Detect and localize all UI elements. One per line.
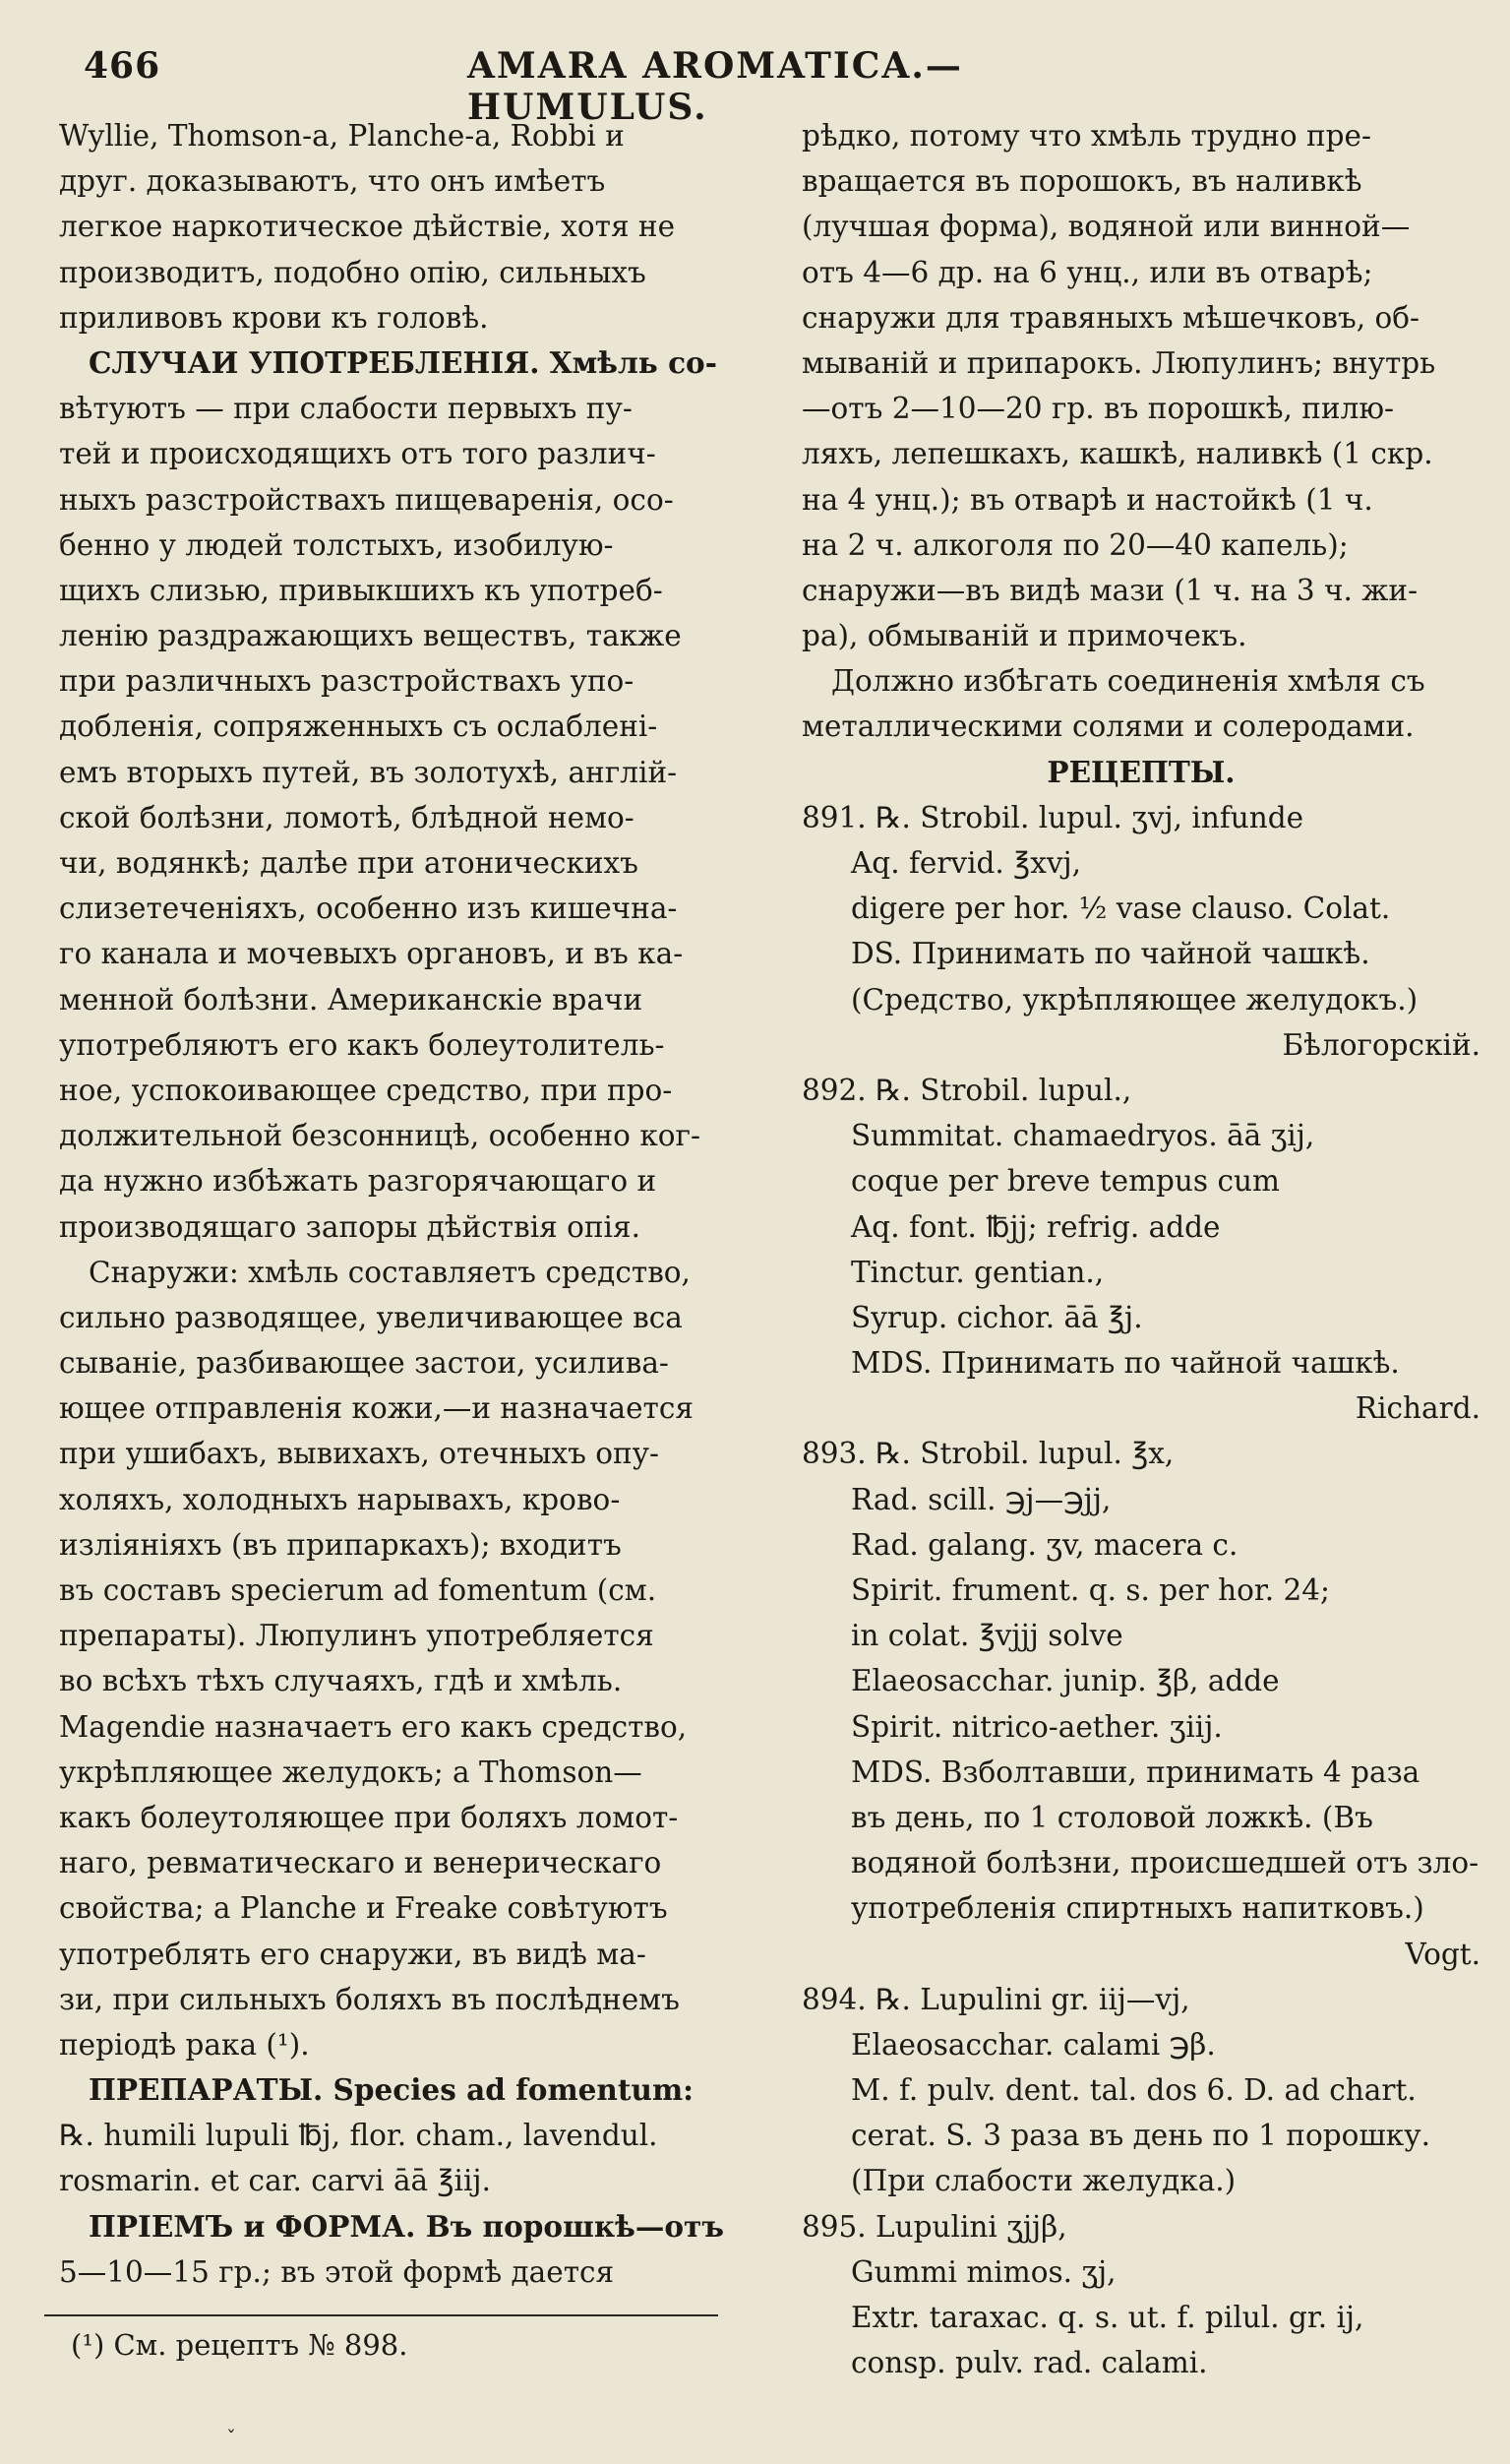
left-column-line: ПРЕПАРАТЫ. Species ad fomentum: (89, 2072, 695, 2108)
page-number: 466 (84, 45, 161, 87)
right-column-line: consp. pulv. rad. calami. (851, 2346, 1208, 2380)
footnote: (¹) См. рецептъ № 898. (71, 2328, 408, 2362)
right-column-line: ляхъ, лепешкахъ, кашкѣ, наливкѣ (1 скр. (802, 437, 1433, 471)
right-column-line: cerat. S. 3 раза въ день по 1 порошку. (851, 2119, 1430, 2153)
right-column-line: на 2 ч. алкоголя по 20—40 капель); (802, 527, 1349, 562)
right-column-line: Richard. (1355, 1391, 1480, 1426)
running-header (44, 37, 1126, 128)
left-column-line: бенно у людей толстыхъ, изобилую- (59, 527, 614, 562)
right-column-line: Должно избѣгать соединенія хмѣля съ (831, 664, 1425, 699)
right-column-line: MDS. Принимать по чайной чашкѣ. (851, 1346, 1400, 1381)
right-column-line: РЕЦЕПТЫ. (1047, 754, 1236, 789)
left-column-line: свойства; а Planche и Freake совѣтуютъ (59, 1891, 668, 1926)
right-column-line: ра), обмываній и примочекъ. (802, 619, 1247, 653)
right-column-line: на 4 унц.); въ отварѣ и настойкѣ (1 ч. (802, 482, 1373, 517)
right-column-line: DS. Принимать по чайной чашкѣ. (851, 937, 1370, 971)
left-column-line: наго, ревматическаго и венерическаго (59, 1846, 662, 1880)
right-column-line: Бѣлогорскій. (1282, 1027, 1480, 1062)
left-column-line: ющее отправленія кожи,—и назначается (59, 1391, 695, 1426)
right-column-line: (Средство, укрѣпляющее желудокъ.) (851, 982, 1419, 1016)
left-column-line: употреблять его снаружи, въ видѣ ма- (59, 1937, 646, 1971)
right-column-line: Aq. fervid. ℥xvj, (851, 846, 1082, 880)
left-column-line: изліяніяхъ (въ припаркахъ); входитъ (59, 1527, 622, 1562)
right-column-line: снаружи—въ видѣ мази (1 ч. на 3 ч. жи- (802, 573, 1419, 607)
right-column-line: coque per breve tempus cum (851, 1164, 1280, 1199)
right-column-line: 894. ℞. Lupulini gr. iij—vj, (802, 1982, 1190, 2016)
left-column-line: при различныхъ разстройствахъ упо- (59, 664, 634, 699)
left-column-line: Magendie назначаетъ его какъ средство, (59, 1709, 688, 1744)
left-column-line: друг. доказываютъ, что онъ имѣетъ (59, 164, 606, 199)
left-column-line: во всѣхъ тѣхъ случаяхъ, гдѣ и хмѣль. (59, 1664, 623, 1698)
right-column-line: отъ 4—6 др. на 6 унц., или въ отварѣ; (802, 255, 1373, 289)
right-column-line: M. f. pulv. dent. tal. dos 6. D. ad chart. (851, 2073, 1417, 2108)
left-column-line: зи, при сильныхъ боляхъ въ послѣднемъ (59, 1982, 680, 2016)
right-column-line: 891. ℞. Strobil. lupul. ʒvj, infunde (802, 800, 1304, 834)
right-column-line: MDS. Взболтавши, принимать 4 раза (851, 1755, 1420, 1789)
right-column-line: Aq. font. ℔jj; refrig. adde (851, 1209, 1221, 1244)
right-column-line: Spirit. frument. q. s. per hor. 24; (851, 1573, 1330, 1607)
left-column-line: должительной безсонницѣ, особенно ког- (59, 1119, 700, 1153)
right-column-line: въ день, по 1 столовой ложкѣ. (Въ (851, 1800, 1373, 1834)
left-column-line: препараты). Люпулинъ употребляется (59, 1619, 654, 1653)
right-column-line: digere per hor. ½ vase clauso. Colat. (851, 892, 1391, 926)
left-column-line: какъ болеутоляющее при боляхъ ломот- (59, 1800, 679, 1834)
right-column-line: вращается въ порошокъ, въ наливкѣ (802, 164, 1362, 199)
left-column-line: тей и происходящихъ отъ того различ- (59, 437, 656, 471)
left-column-line: rosmarin. et car. carvi āā ℥iij. (59, 2164, 491, 2198)
left-column-line: вѣтуютъ — при слабости первыхъ пу- (59, 392, 633, 426)
right-column-line: Spirit. nitrico-aether. ʒiij. (851, 1709, 1223, 1744)
running-title: AMARA AROMATICA.—HUMULUS. (467, 45, 963, 128)
right-column-line: Elaeosacchar. calami ℈β. (851, 2027, 1216, 2062)
left-column-line: при ушибахъ, вывихахъ, отечныхъ опу- (59, 1437, 659, 1471)
right-column-line: (лучшая форма), водяной или винной— (802, 210, 1411, 244)
left-column-line: щихъ слизью, привыкшихъ къ употреб- (59, 573, 663, 607)
left-column-line: легкое наркотическое дѣйствіе, хотя не (59, 210, 676, 244)
left-column-line: въ составъ specierum ad fomentum (см. (59, 1573, 657, 1607)
left-column-line: производящаго запоры дѣйствія опія. (59, 1209, 640, 1244)
left-column-line: СЛУЧАИ УПОТРЕБЛЕНІЯ. Хмѣль со- (89, 344, 717, 380)
left-column-line: приливовъ крови къ головѣ. (59, 300, 489, 335)
right-column-line: in colat. ℥vjjj solve (851, 1619, 1123, 1653)
right-column-line: Elaeosacchar. junip. ℥β, adde (851, 1664, 1280, 1698)
right-column-line: снаружи для травяныхъ мѣшечковъ, об- (802, 300, 1419, 335)
right-column-line: употребленія спиртныхъ напитковъ.) (851, 1891, 1424, 1926)
left-column-line: періодѣ рака (¹). (59, 2027, 310, 2062)
right-column-line: Syrup. cichor. āā ℥j. (851, 1300, 1143, 1334)
left-column-line: сильно разводящее, увеличивающее вса (59, 1300, 683, 1334)
left-column-line: ℞. humili lupuli ℔j, flor. cham., lavendul. (59, 2119, 658, 2153)
right-column-line: 892. ℞. Strobil. lupul., (802, 1073, 1132, 1107)
left-column-line: добленія, сопряженныхъ съ ослабленi- (59, 709, 658, 744)
right-column-line: Extr. taraxac. q. s. ut. f. pilul. gr. ij, (851, 2301, 1364, 2334)
left-column-line: ное, успокоивающее средство, при про- (59, 1073, 673, 1107)
left-column-line: емъ вторыхъ путей, въ золотухѣ, англій- (59, 755, 678, 789)
left-text-column (59, 113, 757, 2295)
right-column-line: рѣдко, потому что хмѣль трудно пре- (802, 119, 1371, 153)
right-column-line: Gummi mimos. ʒj, (851, 2254, 1117, 2289)
right-column-line: водяной болѣзни, происшедшей отъ зло- (851, 1846, 1480, 1880)
left-column-line: слизетеченіяхъ, особенно изъ кишечна- (59, 892, 678, 926)
left-column-line: употребляютъ его какъ болеутолитель- (59, 1027, 665, 1062)
left-column-line: сываніе, разбивающее застои, усилива- (59, 1346, 669, 1381)
right-column-line: Tinctur. gentian., (851, 1255, 1105, 1289)
left-column-line: холяхъ, холодныхъ нарывахъ, крово- (59, 1482, 621, 1516)
left-column-line: Снаружи: хмѣль составляетъ средство, (89, 1255, 691, 1289)
left-column-line: ныхъ разстройствахъ пищеваренія, осо- (59, 482, 674, 517)
stray-mark: ˇ (226, 2426, 236, 2449)
left-column-line: да нужно избѣжать разгорячающаго и (59, 1164, 657, 1199)
left-column-line: го канала и мочевыхъ органовъ, и въ ка- (59, 937, 684, 971)
right-column-line: 893. ℞. Strobil. lupul. ℥x, (802, 1437, 1175, 1471)
left-column-line: ленію раздражающихъ веществъ, также (59, 619, 682, 653)
right-column-line: Rad. galang. ʒv, macera c. (851, 1527, 1238, 1562)
right-column-line: мываній и припарокъ. Люпулинъ; внутрь (802, 345, 1436, 380)
right-column-line: (При слабости желудка.) (851, 2164, 1237, 2198)
right-column-line: 895. Lupulini ʒjjβ, (802, 2209, 1067, 2244)
right-column-line: Vogt. (1405, 1937, 1480, 1971)
left-column-line: ской болѣзни, ломотѣ, блѣдной немо- (59, 800, 634, 834)
left-column-line: производитъ, подобно опію, сильныхъ (59, 255, 646, 289)
left-column-line: ПРІЕМЪ и ФОРМА. Въ порошкѣ—отъ (89, 2208, 724, 2244)
left-column-line: Wyllie, Thomson-а, Planche-а, Robbi и (59, 119, 625, 153)
footnote-divider (44, 2314, 718, 2316)
left-column-line: чи, водянкѣ; далѣе при атоническихъ (59, 846, 638, 880)
right-column-line: —отъ 2—10—20 гр. въ порошкѣ, пилю- (802, 392, 1394, 426)
left-column-line: 5—10—15 гр.; въ этой формѣ дается (59, 2254, 615, 2289)
left-column-line: менной болѣзни. Американскіе врачи (59, 982, 643, 1016)
right-column-line: Rad. scill. ℈j—℈jj, (851, 1482, 1112, 1516)
right-column-line: Summitat. chamaedryos. āā ʒij, (851, 1119, 1315, 1153)
left-column-line: укрѣпляющее желудокъ; а Thomson— (59, 1755, 642, 1789)
right-column-line: металлическими солями и солеродами. (802, 709, 1415, 744)
right-text-column (802, 113, 1480, 2385)
